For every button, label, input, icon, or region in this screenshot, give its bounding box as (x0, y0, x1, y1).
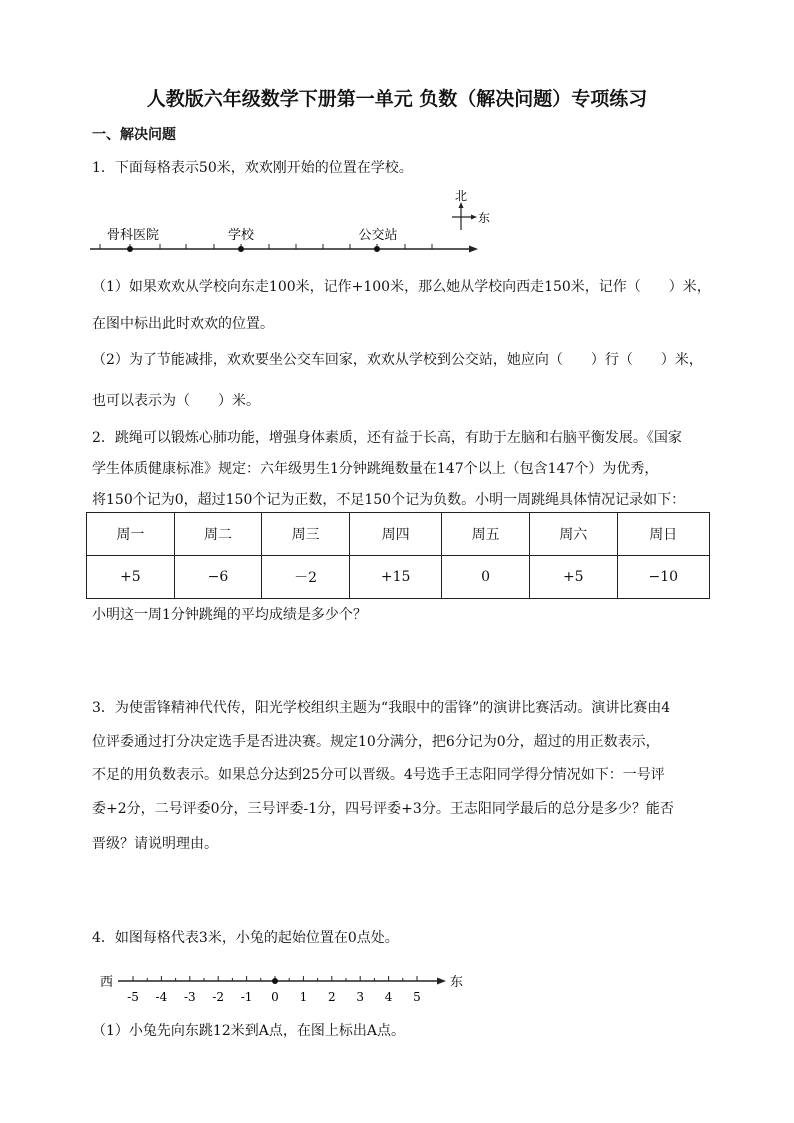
marker-bus-station (374, 246, 380, 252)
table-cell: −10 (617, 556, 709, 599)
q1-text: 1．下面每格表示50米，欢欢刚开始的位置在学校。 (92, 160, 413, 176)
table-cell: －2 (262, 556, 350, 599)
q2-line3: 将150个记为0，超过150个记为正数，不足150个记为负数。小明一周跳绳具体情况记录如下： (92, 492, 686, 508)
jump-rope-table (86, 512, 710, 599)
table-header-cell: 周日 (617, 513, 709, 556)
table-cell: +5 (529, 556, 617, 599)
q3-line5: 晋级？请说明理由。 (92, 836, 218, 852)
table-row (87, 513, 710, 556)
page-title: 人教版六年级数学下册第一单元 负数（解决问题）专项练习 (146, 88, 648, 110)
compass-icon (452, 202, 477, 230)
compass-north: 北 (454, 189, 468, 203)
q1-sub2-line1: （2）为了节能减排，欢欢要坐公交车回家，欢欢从学校到公交站，她应向（ ）行（ ）米， (92, 352, 703, 368)
place-school: 学校 (227, 228, 255, 243)
table-cell: +5 (87, 556, 175, 599)
place-bus-station: 公交站 (358, 228, 398, 243)
marker-hospital (127, 246, 133, 252)
compass-east: 东 (478, 211, 491, 225)
table-header-cell: 周三 (262, 513, 350, 556)
q4-number-line (0, 960, 794, 1010)
table-header-cell: 周二 (174, 513, 262, 556)
place-hospital: 骨科医院 (106, 228, 160, 243)
axis-tick-label: -4 (155, 990, 168, 1004)
q3-line1: 3．为使雷锋精神代代传，阳光学校组织主题为“我眼中的雷锋”的演讲比赛活动。演讲比赛由4 (92, 700, 671, 716)
axis-tick-label: 2 (327, 990, 336, 1004)
axis-tick-label: -3 (183, 990, 196, 1004)
q1-sub1-line2: 在图中标出此时欢欢的位置。 (92, 316, 274, 332)
axis-tick-label: 0 (271, 990, 279, 1004)
origin-dot (272, 978, 278, 984)
q3-line4: 委+2分，二号评委0分，三号评委-1分，四号评委+3分。王志阳同学最后的总分是多少？能否 (92, 801, 674, 817)
table-cell: 0 (442, 556, 530, 599)
q2-line2: 学生体质健康标准》规定：六年级男生1分钟跳绳数量在147个以上（包含147个）为优秀， (92, 461, 659, 477)
q4-text: 4．如图每格代表3米，小兔的起始位置在0点处。 (92, 930, 399, 946)
table-header-cell: 周四 (349, 513, 441, 556)
marker-school (238, 246, 244, 252)
table-cell: +15 (349, 556, 441, 599)
table-header-cell: 周六 (529, 513, 617, 556)
q2-line1: 2．跳绳可以锻炼心肺功能，增强身体素质，还有益于长高，有助于左脑和右脑平衡发展。《国家 (92, 430, 682, 446)
table-header-cell: 周一 (87, 513, 175, 556)
q1-map-ticks (100, 244, 432, 249)
q3-line2: 位评委通过打分决定选手是否进决赛。规定10分满分，把6分记为0分，超过的用正数表示， (92, 734, 660, 750)
axis-tick-label: 5 (413, 990, 421, 1004)
q1-map-line (90, 246, 478, 253)
q1-sub1-line1: （1）如果欢欢从学校向东走100米，记作+100米，那么她从学校向西走150米，记作（ ）米， (92, 279, 711, 295)
table-header-cell: 周五 (442, 513, 530, 556)
axis-tick-label: -1 (240, 990, 253, 1004)
direction-east: 东 (450, 975, 464, 990)
q4-axis-line (118, 978, 446, 985)
q3-line3: 不足的用负数表示。如果总分达到25分可以晋级。4号选手王志阳同学得分情况如下：一号评 (92, 767, 665, 783)
axis-tick-label: 1 (299, 990, 308, 1004)
direction-west: 西 (100, 975, 114, 990)
table-cell: −6 (174, 556, 262, 599)
q1-map (0, 0, 794, 270)
q2-question: 小明这一周1分钟跳绳的平均成绩是多少个？ (92, 607, 367, 623)
q4-sub1: （1）小兔先向东跳12米到A点，在图上标出A点。 (92, 1023, 405, 1039)
axis-tick-label: -5 (127, 990, 139, 1004)
axis-tick-label: 4 (384, 990, 393, 1004)
axis-tick-label: 3 (356, 990, 365, 1004)
table-row (87, 556, 710, 599)
q1-sub2-line2: 也可以表示为（ ）米。 (92, 393, 260, 409)
section-heading: 一、解决问题 (92, 127, 176, 143)
axis-tick-label: -2 (212, 990, 225, 1004)
